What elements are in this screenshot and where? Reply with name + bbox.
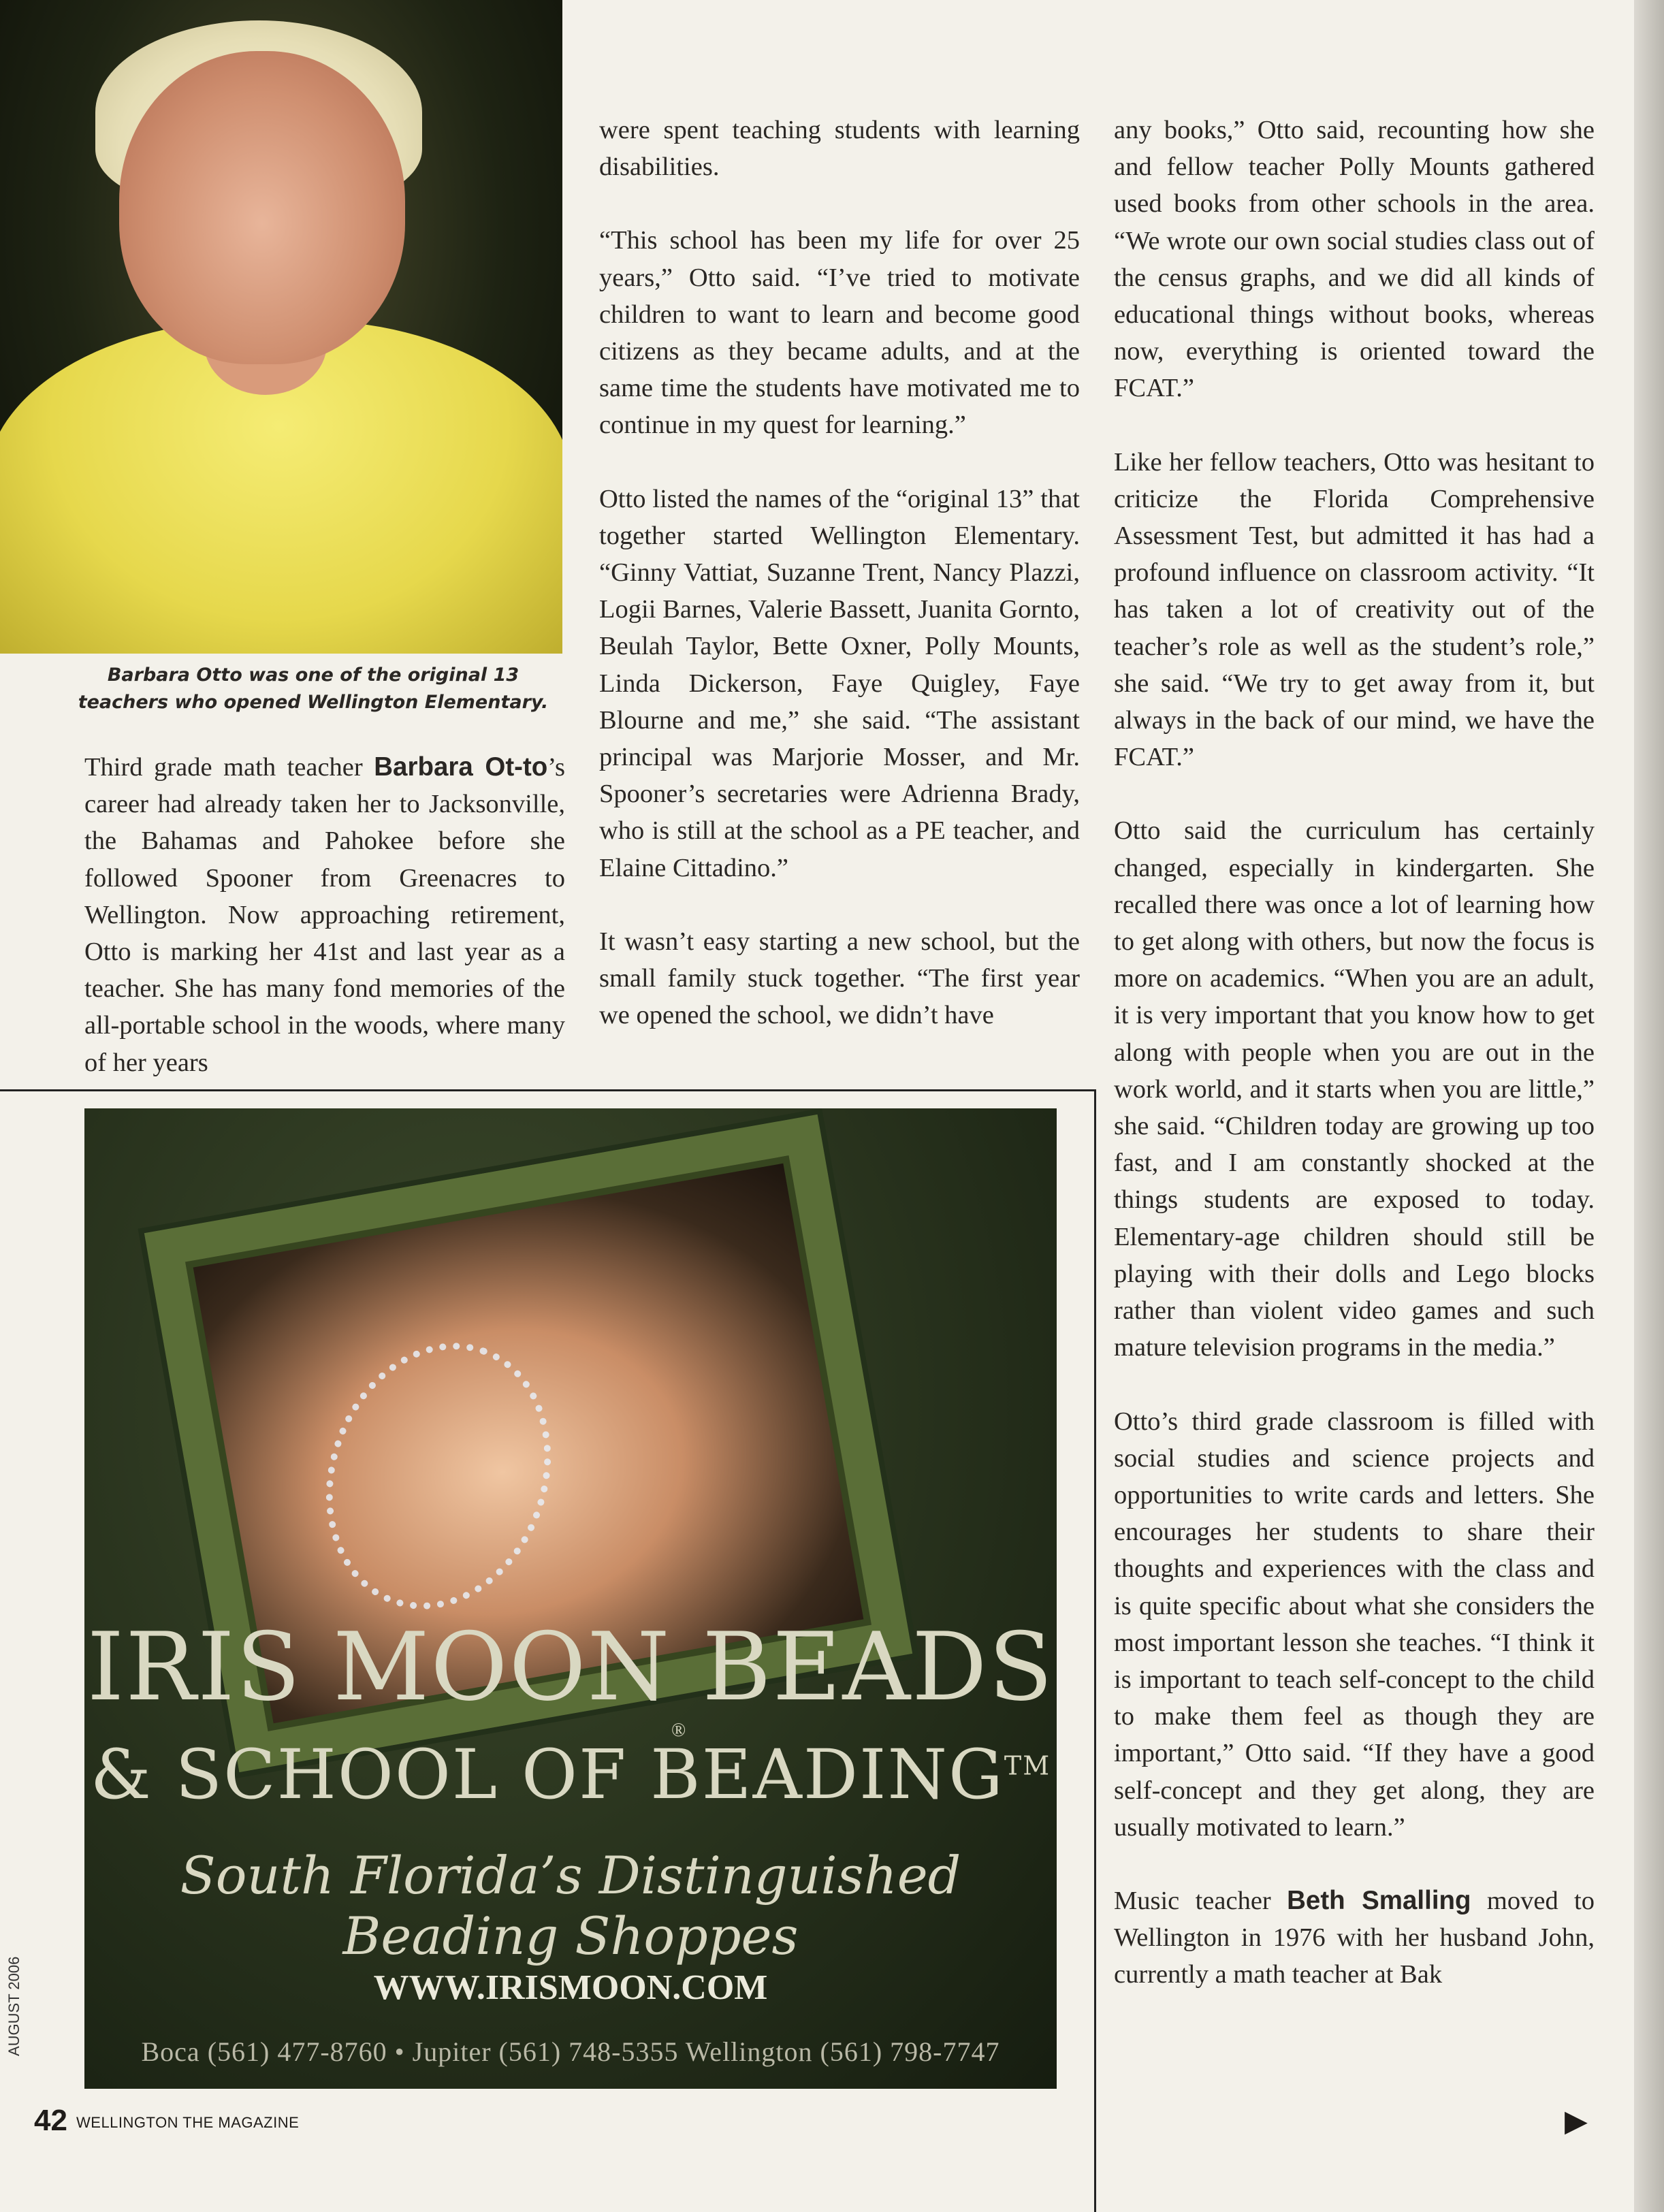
ad-tagline: South Florida’s Distinguished Beading Shoppes: [180, 1845, 961, 1966]
text-run: moved to Wellington in 1976 with her husband John, currently a math teacher at Bak: [1114, 1886, 1595, 1989]
ad-website-link[interactable]: WWW.IRISMOON.COM: [373, 1968, 768, 2007]
ad-title-line-1: IRIS MOON BEADS: [86, 1612, 1055, 1722]
iris-moon-advertisement: [84, 1108, 1057, 2089]
page-number: 42: [34, 2104, 67, 2137]
text-run: Music teacher: [1114, 1886, 1287, 1915]
issue-date: AUGUST 2006: [5, 1956, 22, 2056]
registered-mark: ®: [671, 1720, 686, 1741]
paragraph: [84, 749, 565, 1081]
paragraph: Otto said the curriculum has certainly changed, especially in kindergarten. She recalled there was once a lot of learning how to get along with others, but now the focus is more on academics. “When you are an adult, it is very important that you know how to get along with people when you are out in the work world, and it starts when you are little,” she said. “Children today are growing up too fast, and I am constantly shocked at the things students are exposed to today. Elementary-age children should still be playing with their dolls and Lego blocks rather than violent video games and such mature television programs in the media.”: [1114, 816, 1595, 1362]
paragraph: It wasn’t easy starting a new school, but the small family stuck together. “The first year we opened the school, we didn’t have: [599, 927, 1080, 1030]
page-edge: [1634, 0, 1664, 2212]
paragraph: were spent teaching students with learning disabilities.: [599, 116, 1080, 182]
text-run: Third grade math teacher: [84, 753, 374, 782]
paragraph: Otto listed the names of the “original 13” that together started Wellington Elementary. “Ginny Vattiat, Suzanne Trent, Nancy Plazzi, Logii Barnes, Valerie Bassett, Juanita Gornto, Beulah Taylor, Bette Oxner, Polly Mounts, Linda Dickerson, Faye Quigley, Faye Blourne and me,” she said. “The assistant principal was Marjorie Mosser, and Mr. Spooner’s secretaries were Adrienna Brady, who is still at the school as a PE teacher, and Elaine Cittadino.”: [599, 484, 1080, 882]
ad-title-line-2: [84, 1735, 1057, 1814]
ad-title-text: & SCHOOL OF BEADING: [90, 1735, 1004, 1814]
bold-name: Barbara Ot-to: [374, 752, 548, 782]
continue-arrow-icon: ▶: [1565, 2104, 1588, 2138]
paragraph: [1114, 1882, 1595, 1993]
article-column-3: [1114, 112, 1595, 1993]
article-column-1: [84, 749, 565, 1081]
magazine-name: WELLINGTON THE MAGAZINE: [76, 2114, 300, 2131]
teacher-photo: [0, 0, 562, 654]
paragraph: Otto’s third grade classroom is filled with social studies and science projects and opportunities to write cards and letters. She encourages her students to share their thoughts and experiences with the class and is quite specific about what she considers the most important lesson she teaches. “I think it is important to teach self-concept to the child to make them feel as though they are important,” Otto said. “If they have a good self-concept and they get along, they are usually motivated to learn.”: [1114, 1407, 1595, 1842]
caption-line-1: Barbara Otto was one of the original 13: [107, 664, 519, 686]
bold-name: Beth Smalling: [1287, 1885, 1471, 1915]
caption-line-2: teachers who opened Wellington Elementary.: [78, 692, 549, 713]
paragraph: Like her fellow teachers, Otto was hesitant to criticize the Florida Comprehensive Assessment Test, but admitted it has had a profound influence on classroom activity. “It has taken a lot of creativity out of the teacher’s role as well as the student’s role,” she said. “We try to get away from it, but always in the back of our mind, we have the FCAT.”: [1114, 447, 1595, 772]
photo-caption: [68, 662, 558, 716]
paragraph: “This school has been my life for over 25 years,” Otto said. “I’ve tried to motivate children to want to learn and become good citizens as they became adults, and at the same time the students have motivated me to continue in my quest for learning.”: [599, 226, 1080, 440]
ad-phone-numbers: Boca (561) 477-8760 • Jupiter (561) 748-5355 Wellington (561) 798-7747: [141, 2036, 1000, 2067]
paragraph: any books,” Otto said, recounting how she and fellow teacher Polly Mounts gathered used books from other schools in the area. “We wrote our own social studies class out of the census graphs, and we did all kinds of educational things without books, whereas now, everything is oriented toward the FCAT.”: [1114, 116, 1595, 403]
trademark-mark: TM: [1004, 1750, 1051, 1781]
text-run: ’s career had already taken her to Jacksonville, the Bahamas and Pahokee before she followed Spooner from Greenacres to Wellington. Now approaching retirement, Otto is marking her 41st and last year as a teacher. She has many fond memories of the all-portable school in the woods, where many of her years: [84, 753, 565, 1077]
article-column-2: [599, 112, 1080, 1033]
photo-face-shape: [119, 51, 405, 364]
